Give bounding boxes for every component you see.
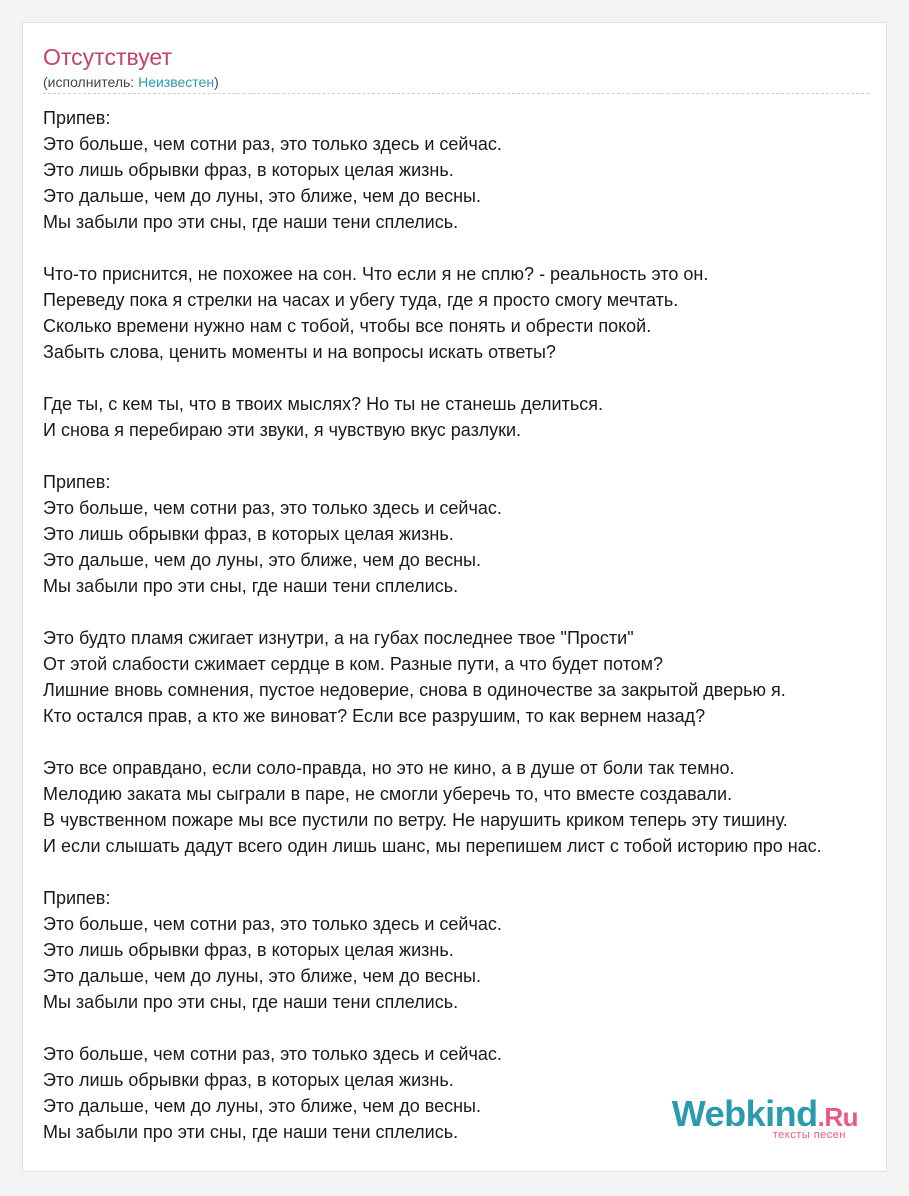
site-logo[interactable] <box>668 1095 858 1143</box>
artist-line <box>43 73 219 91</box>
logo-tld: .Ru <box>817 1102 858 1132</box>
lyrics-stanza <box>43 469 909 599</box>
lyrics-line: Это лишь обрывки фраз, в которых целая жизнь. <box>43 160 454 180</box>
lyrics-line: Мелодию заката мы сыграли в паре, не смогли уберечь то, что вместе создавали. <box>43 784 733 804</box>
logo-tagline: тексты песен <box>772 1129 846 1141</box>
lyrics-line: Лишние вновь сомнения, пустое недоверие, снова в одиночестве за закрытой дверью я. <box>43 680 786 700</box>
artist-suffix: ) <box>214 74 219 90</box>
lyrics-line: Мы забыли про эти сны, где наши тени сплелись. <box>43 212 459 232</box>
artist-link[interactable]: Неизвестен <box>138 74 215 90</box>
lyrics-line: Припев: <box>43 108 111 128</box>
artist-prefix: (исполнитель: <box>43 74 139 90</box>
lyrics-line: Сколько времени нужно нам с тобой, чтобы все понять и обрести покой. <box>43 316 652 336</box>
lyrics-stanza <box>43 625 909 729</box>
lyrics-line: Это будто пламя сжигает изнутри, а на губах последнее твое "Прости" <box>43 628 634 648</box>
lyrics-line: Это дальше, чем до луны, это ближе, чем до весны. <box>43 186 481 206</box>
lyrics-line: От этой слабости сжимает сердце в ком. Разные пути, а что будет потом? <box>43 654 664 674</box>
lyrics-line: Это больше, чем сотни раз, это только здесь и сейчас. <box>43 134 502 154</box>
lyrics-line: Это все оправдано, если соло-правда, но это не кино, а в душе от боли так темно. <box>43 758 735 778</box>
lyrics-body <box>43 105 909 1145</box>
lyrics-line: Мы забыли про эти сны, где наши тени сплелись. <box>43 1122 459 1142</box>
lyrics-stanza <box>43 391 909 443</box>
lyrics-line: Переведу пока я стрелки на часах и убегу туда, где я просто смогу мечтать. <box>43 290 679 310</box>
logo-main-text: Webkind <box>671 1093 818 1134</box>
lyrics-line: Мы забыли про эти сны, где наши тени сплелись. <box>43 576 459 596</box>
lyrics-line: И если слышать дадут всего один лишь шанс, мы перепишем лист с тобой историю про нас. <box>43 836 822 856</box>
lyrics-line: Забыть слова, ценить моменты и на вопросы искать ответы? <box>43 342 556 362</box>
lyrics-line: Это больше, чем сотни раз, это только здесь и сейчас. <box>43 1044 502 1064</box>
lyrics-line: Припев: <box>43 888 111 908</box>
lyrics-stanza <box>43 105 909 235</box>
lyrics-stanza <box>43 885 909 1015</box>
lyrics-line: И снова я перебираю эти звуки, я чувствую вкус разлуки. <box>43 420 522 440</box>
lyrics-line: Это лишь обрывки фраз, в которых целая жизнь. <box>43 524 454 544</box>
lyrics-line: Это больше, чем сотни раз, это только здесь и сейчас. <box>43 914 502 934</box>
lyrics-line: Это больше, чем сотни раз, это только здесь и сейчас. <box>43 498 502 518</box>
lyrics-line: Это дальше, чем до луны, это ближе, чем до весны. <box>43 966 481 986</box>
lyrics-line: Что-то приснится, не похожее на сон. Что если я не сплю? - реальность это он. <box>43 264 709 284</box>
lyrics-stanza <box>43 755 909 859</box>
lyrics-line: Это дальше, чем до луны, это ближе, чем до весны. <box>43 550 481 570</box>
lyrics-card <box>22 22 887 1172</box>
lyrics-line: Где ты, с кем ты, что в твоих мыслях? Но ты не станешь делиться. <box>43 394 603 414</box>
lyrics-line: Это лишь обрывки фраз, в которых целая жизнь. <box>43 940 454 960</box>
lyrics-line: Это лишь обрывки фраз, в которых целая жизнь. <box>43 1070 454 1090</box>
lyrics-line: Кто остался прав, а кто же виноват? Если все разрушим, то как вернем назад? <box>43 706 706 726</box>
lyrics-line: Припев: <box>43 472 111 492</box>
lyrics-line: Это дальше, чем до луны, это ближе, чем до весны. <box>43 1096 481 1116</box>
lyrics-stanza <box>43 261 909 365</box>
lyrics-line: Мы забыли про эти сны, где наши тени сплелись. <box>43 992 459 1012</box>
title-divider <box>43 93 869 94</box>
song-title: Отсутствует <box>43 44 172 70</box>
lyrics-line: В чувственном пожаре мы все пустили по ветру. Не нарушить криком теперь эту тишину. <box>43 810 788 830</box>
